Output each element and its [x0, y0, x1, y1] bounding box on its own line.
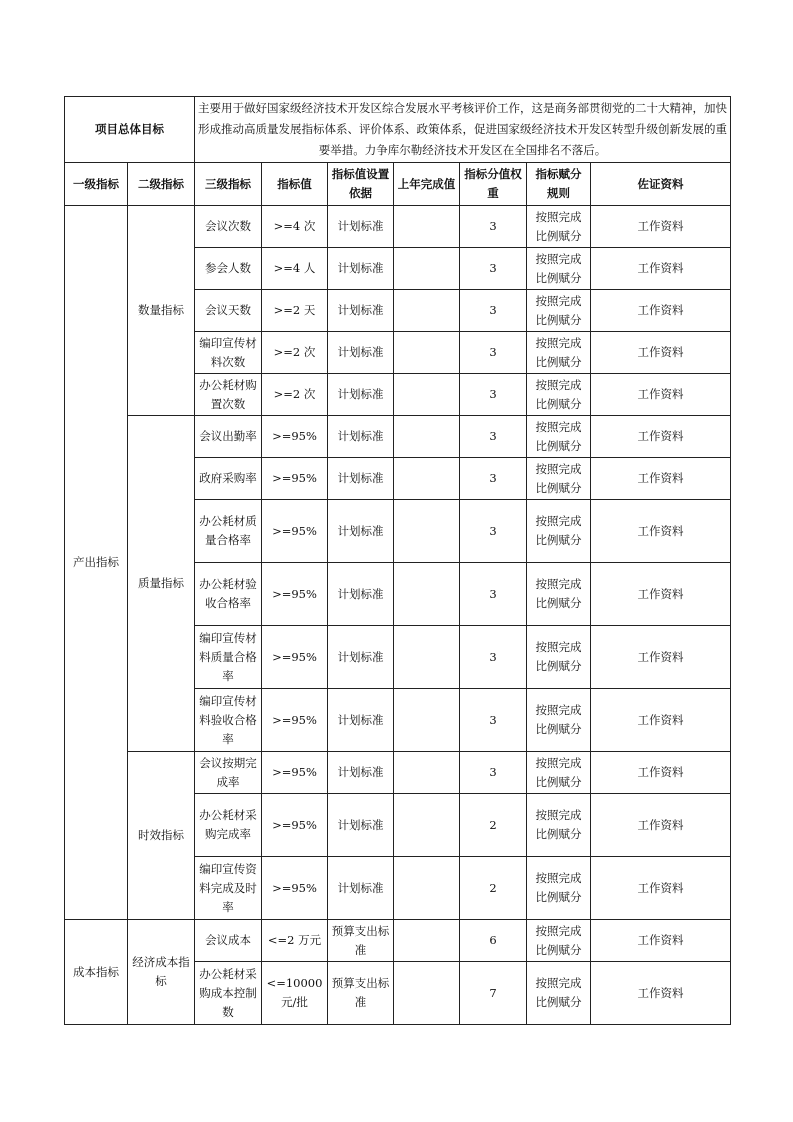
header-value: 指标值 [262, 163, 328, 206]
goal-row [65, 97, 731, 163]
weight-cell: 3 [460, 290, 527, 332]
value-cell: >=95% [262, 752, 328, 794]
level2-cell: 经济成本指标 [128, 920, 195, 1025]
basis-cell: 计划标准 [328, 458, 394, 500]
performance-goal-sheet [64, 96, 730, 1025]
evidence-cell: 工作资料 [591, 752, 731, 794]
prev-cell [394, 374, 460, 416]
rule-cell: 按照完成比例赋分 [527, 374, 591, 416]
level3-cell: 编印宣传材料验收合格率 [195, 689, 262, 752]
prev-cell [394, 290, 460, 332]
value-cell: >=95% [262, 563, 328, 626]
evidence-cell: 工作资料 [591, 290, 731, 332]
rule-cell: 按照完成比例赋分 [527, 962, 591, 1025]
goal-label: 项目总体目标 [65, 97, 195, 163]
level3-cell: 参会人数 [195, 248, 262, 290]
header-row [65, 163, 731, 206]
level3-cell: 办公耗材采购完成率 [195, 794, 262, 857]
level3-cell: 办公耗材采购成本控制数 [195, 962, 262, 1025]
evidence-cell: 工作资料 [591, 626, 731, 689]
prev-cell [394, 752, 460, 794]
rule-cell: 按照完成比例赋分 [527, 689, 591, 752]
rule-cell: 按照完成比例赋分 [527, 290, 591, 332]
weight-cell: 3 [460, 458, 527, 500]
evidence-cell: 工作资料 [591, 857, 731, 920]
rule-cell: 按照完成比例赋分 [527, 626, 591, 689]
header-rule: 指标赋分规则 [527, 163, 591, 206]
rule-cell: 按照完成比例赋分 [527, 857, 591, 920]
header-evidence: 佐证资料 [591, 163, 731, 206]
value-cell: >=95% [262, 626, 328, 689]
level1-cell: 成本指标 [65, 920, 128, 1025]
evidence-cell: 工作资料 [591, 500, 731, 563]
value-cell: <=2 万元 [262, 920, 328, 962]
level3-cell: 办公耗材购置次数 [195, 374, 262, 416]
value-cell: >=4 次 [262, 206, 328, 248]
header-basis: 指标值设置依据 [328, 163, 394, 206]
prev-cell [394, 962, 460, 1025]
goal-text: 主要用于做好国家级经济技术开发区综合发展水平考核评价工作，这是商务部贯彻党的二十大精神，加快形成推动高质量发展指标体系、评价体系、政策体系，促进国家级经济技术开发区转型升级创新发展的重要举措。力争库尔勒经济技术开发区在全国排名不落后。 [195, 97, 731, 163]
weight-cell: 3 [460, 332, 527, 374]
value-cell: >=95% [262, 416, 328, 458]
level3-cell: 会议出勤率 [195, 416, 262, 458]
weight-cell: 7 [460, 962, 527, 1025]
prev-cell [394, 248, 460, 290]
header-level1: 一级指标 [65, 163, 128, 206]
rule-cell: 按照完成比例赋分 [527, 248, 591, 290]
rule-cell: 按照完成比例赋分 [527, 500, 591, 563]
prev-cell [394, 563, 460, 626]
weight-cell: 2 [460, 794, 527, 857]
rule-cell: 按照完成比例赋分 [527, 920, 591, 962]
level2-cell: 数量指标 [128, 206, 195, 416]
level3-cell: 编印宣传材料质量合格率 [195, 626, 262, 689]
table-row [65, 752, 731, 794]
evidence-cell: 工作资料 [591, 206, 731, 248]
rule-cell: 按照完成比例赋分 [527, 752, 591, 794]
evidence-cell: 工作资料 [591, 416, 731, 458]
basis-cell: 计划标准 [328, 563, 394, 626]
level3-cell: 会议次数 [195, 206, 262, 248]
table-row [65, 920, 731, 962]
table-row [65, 416, 731, 458]
level3-cell: 办公耗材验收合格率 [195, 563, 262, 626]
prev-cell [394, 332, 460, 374]
prev-cell [394, 626, 460, 689]
value-cell: >=2 天 [262, 290, 328, 332]
weight-cell: 6 [460, 920, 527, 962]
evidence-cell: 工作资料 [591, 374, 731, 416]
level1-cell: 产出指标 [65, 206, 128, 920]
prev-cell [394, 920, 460, 962]
level2-cell: 质量指标 [128, 416, 195, 752]
evidence-cell: 工作资料 [591, 794, 731, 857]
prev-cell [394, 416, 460, 458]
weight-cell: 3 [460, 374, 527, 416]
basis-cell: 计划标准 [328, 689, 394, 752]
rule-cell: 按照完成比例赋分 [527, 206, 591, 248]
weight-cell: 3 [460, 689, 527, 752]
basis-cell: 计划标准 [328, 794, 394, 857]
weight-cell: 2 [460, 857, 527, 920]
basis-cell: 计划标准 [328, 248, 394, 290]
indicator-table [64, 96, 731, 1025]
level2-cell: 时效指标 [128, 752, 195, 920]
weight-cell: 3 [460, 626, 527, 689]
level3-cell: 编印宣传资料完成及时率 [195, 857, 262, 920]
header-weight: 指标分值权重 [460, 163, 527, 206]
prev-cell [394, 857, 460, 920]
value-cell: >=95% [262, 458, 328, 500]
weight-cell: 3 [460, 206, 527, 248]
value-cell: >=2 次 [262, 374, 328, 416]
basis-cell: 计划标准 [328, 500, 394, 563]
weight-cell: 3 [460, 563, 527, 626]
evidence-cell: 工作资料 [591, 458, 731, 500]
value-cell: >=4 人 [262, 248, 328, 290]
prev-cell [394, 500, 460, 563]
evidence-cell: 工作资料 [591, 962, 731, 1025]
weight-cell: 3 [460, 416, 527, 458]
prev-cell [394, 458, 460, 500]
rule-cell: 按照完成比例赋分 [527, 416, 591, 458]
header-level3: 三级指标 [195, 163, 262, 206]
rule-cell: 按照完成比例赋分 [527, 563, 591, 626]
basis-cell: 计划标准 [328, 290, 394, 332]
level3-cell: 政府采购率 [195, 458, 262, 500]
table-row [65, 206, 731, 248]
value-cell: >=95% [262, 500, 328, 563]
prev-cell [394, 794, 460, 857]
evidence-cell: 工作资料 [591, 920, 731, 962]
basis-cell: 计划标准 [328, 857, 394, 920]
evidence-cell: 工作资料 [591, 563, 731, 626]
basis-cell: 计划标准 [328, 332, 394, 374]
basis-cell: 计划标准 [328, 752, 394, 794]
basis-cell: 预算支出标准 [328, 962, 394, 1025]
rule-cell: 按照完成比例赋分 [527, 458, 591, 500]
weight-cell: 3 [460, 500, 527, 563]
value-cell: >=95% [262, 689, 328, 752]
value-cell: <=10000 元/批 [262, 962, 328, 1025]
evidence-cell: 工作资料 [591, 332, 731, 374]
weight-cell: 3 [460, 248, 527, 290]
value-cell: >=2 次 [262, 332, 328, 374]
basis-cell: 计划标准 [328, 206, 394, 248]
level3-cell: 办公耗材质量合格率 [195, 500, 262, 563]
prev-cell [394, 206, 460, 248]
level3-cell: 会议成本 [195, 920, 262, 962]
basis-cell: 计划标准 [328, 374, 394, 416]
basis-cell: 计划标准 [328, 626, 394, 689]
prev-cell [394, 689, 460, 752]
evidence-cell: 工作资料 [591, 689, 731, 752]
header-prev: 上年完成值 [394, 163, 460, 206]
weight-cell: 3 [460, 752, 527, 794]
value-cell: >=95% [262, 857, 328, 920]
header-level2: 二级指标 [128, 163, 195, 206]
level3-cell: 会议天数 [195, 290, 262, 332]
rule-cell: 按照完成比例赋分 [527, 332, 591, 374]
level3-cell: 会议按期完成率 [195, 752, 262, 794]
rule-cell: 按照完成比例赋分 [527, 794, 591, 857]
basis-cell: 预算支出标准 [328, 920, 394, 962]
level3-cell: 编印宣传材料次数 [195, 332, 262, 374]
basis-cell: 计划标准 [328, 416, 394, 458]
value-cell: >=95% [262, 794, 328, 857]
evidence-cell: 工作资料 [591, 248, 731, 290]
